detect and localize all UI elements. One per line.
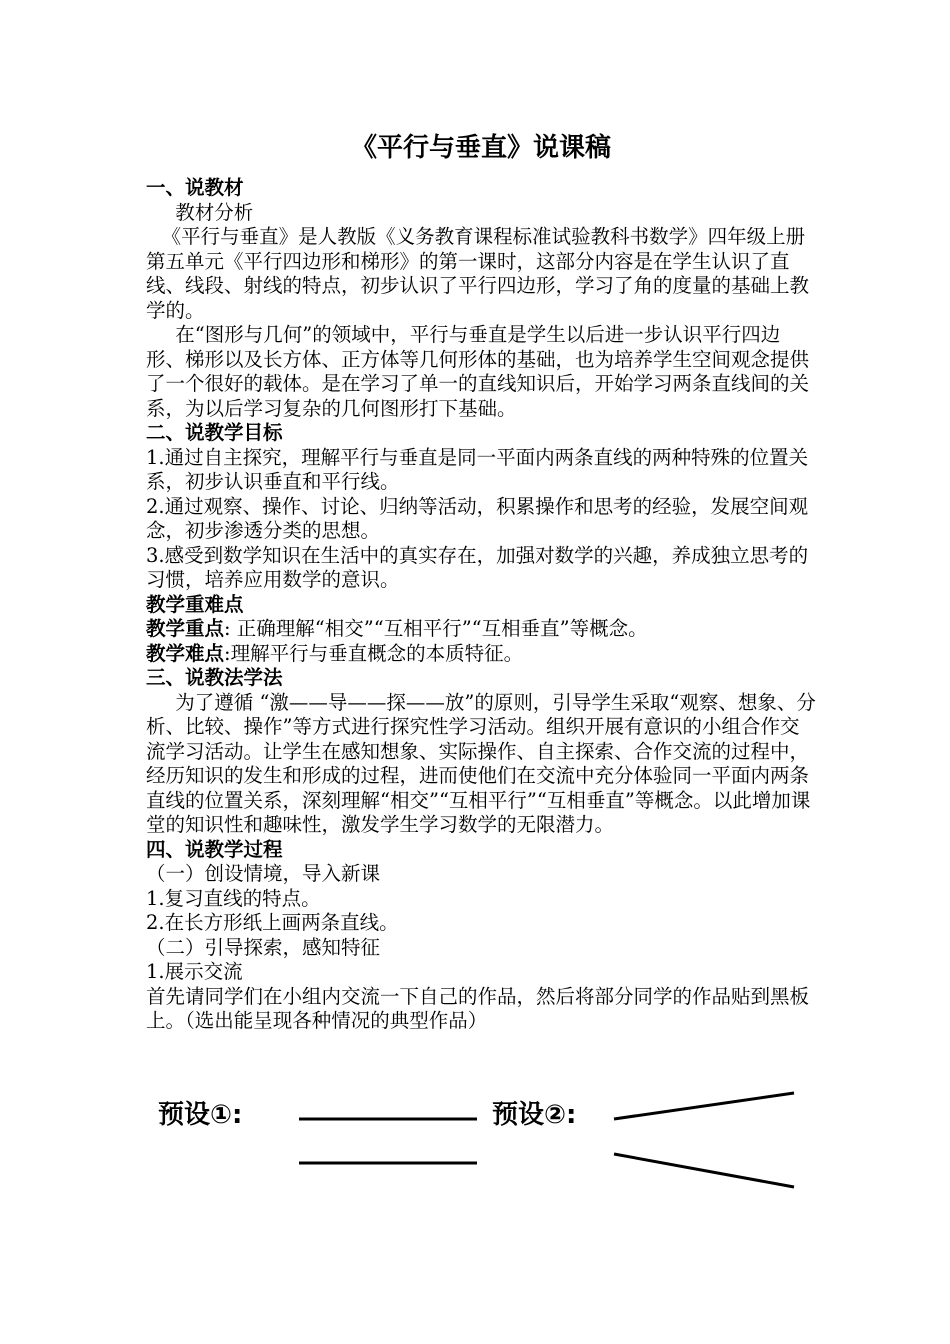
key-point-line <box>146 617 816 642</box>
key-point-text: : 正确理解“相交”“互相平行”“互相垂直”等概念。 <box>224 617 648 640</box>
page-title: 《平行与垂直》说课稿 <box>350 133 611 163</box>
preset-1-label: 预设①: <box>158 1100 243 1130</box>
process-part-heading: （二）引导探索，感知特征 <box>146 935 381 959</box>
paragraph: 在“图形与几何”的领域中，平行与垂直是学生以后进一步认识平行四边形、梯形以及长方体、正方体等几何形体的基础，也为培养学生空间观念提供了一个很好的载体。是在学习了单一的直线知识后，开始学习两条直线间的关系，为以后学习复杂的几何图形打下基础。 <box>146 323 810 420</box>
section-heading-textbook: 一、说教材 <box>146 176 244 199</box>
subheading-key-points: 教学重难点 <box>146 592 244 616</box>
paragraph: 为了遵循 “激——导——探——放”的原则，引导学生采取“观察、想象、分析、比较、操作”等方式进行探究性学习活动。组织开展有意识的小组合作交流学习活动。让学生在感知想象、实际操作、自主探索、合作交流的过程中，经历知识的发生和形成的过程，进而使他们在交流中充分体验同一平面内两条直线的位置关系，深刻理解“相交”“互相平行”“互相垂直”等概念。以此增加课堂的知识性和趣味性，激发学生学习数学的无限潜力。 <box>146 690 816 836</box>
section-heading-objectives: 二、说教学目标 <box>146 421 283 444</box>
paragraph: 首先请同学们在小组内交流一下自己的作品，然后将部分同学的作品贴到黑板上。（选出能呈现各种情况的典型作品） <box>146 984 810 1032</box>
process-step: 2.在长方形纸上画两条直线。 <box>146 911 399 934</box>
objective-item: 1.通过自主探究，理解平行与垂直是同一平面内两条直线的两种特殊的位置关系，初步认识垂直和平行线。 <box>146 445 809 493</box>
process-part-heading: （一）创设情境，导入新课 <box>146 862 381 885</box>
difficult-point-line <box>146 642 816 667</box>
preset-2-label: 预设②: <box>492 1100 577 1130</box>
section-heading-process: 四、说教学过程 <box>146 837 283 861</box>
preset-2-line-lower <box>614 1154 794 1187</box>
objective-item: 3.感受到数学知识在生活中的真实存在，加强对数学的兴趣，养成独立思考的习惯，培养应用数学的意识。 <box>146 543 809 591</box>
key-point-label: 教学重点 <box>146 617 225 640</box>
preset-2-line-upper <box>614 1093 794 1119</box>
process-step: 1.复习直线的特点。 <box>146 886 321 910</box>
document-body <box>146 130 816 1034</box>
difficult-point-text: :理解平行与垂直概念的本质特征。 <box>224 641 524 665</box>
subheading-textbook-analysis: 教材分析 <box>175 200 254 224</box>
objective-item: 2.通过观察、操作、讨论、归纳等活动，积累操作和思考的经验，发展空间观念，初步渗透分类的思想。 <box>146 494 809 542</box>
section-heading-methods: 三、说教法学法 <box>146 666 283 689</box>
difficult-point-label: 教学难点 <box>146 641 225 665</box>
process-step: 1.展示交流 <box>146 960 243 983</box>
paragraph: 《平行与垂直》是人教版《义务教育课程标准试验教科书数学》四年级上册第五单元《平行四边形和梯形》的第一课时，这部分内容是在学生认识了直线、线段、射线的特点，初步认识了平行四边形，学习了角的度量的基础上教学的。 <box>146 225 810 322</box>
